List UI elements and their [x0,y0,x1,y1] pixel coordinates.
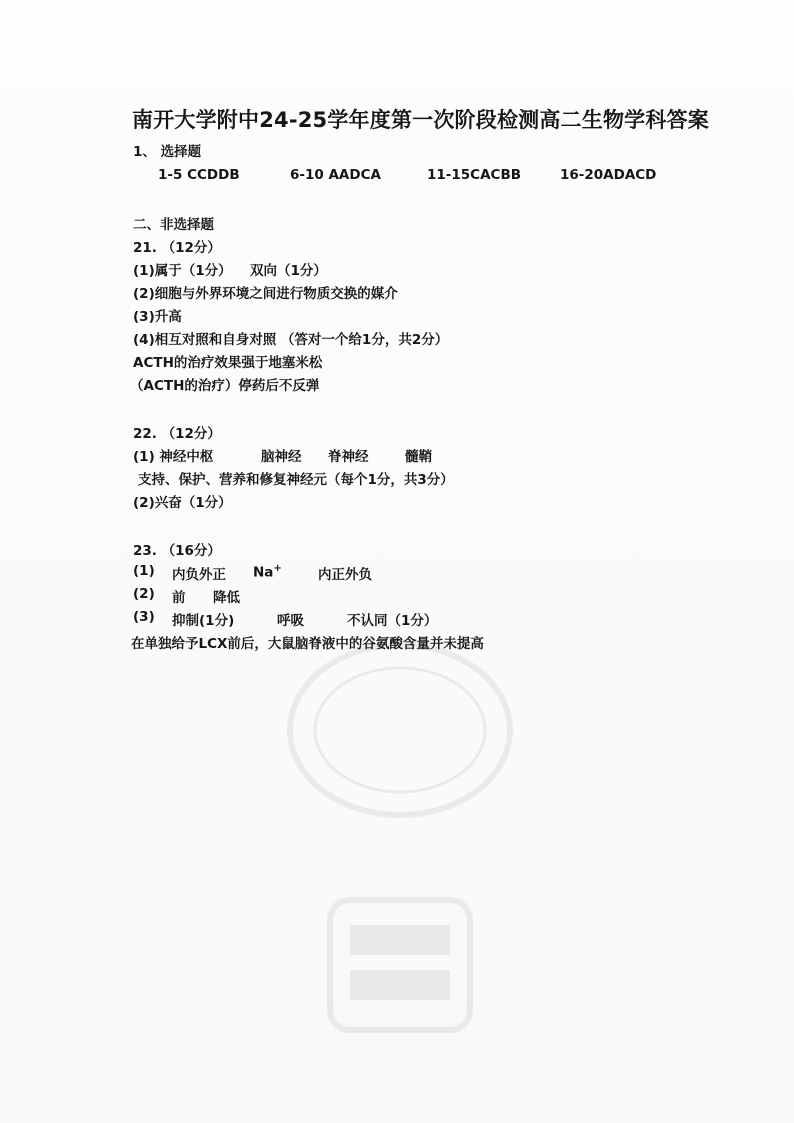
mc-answers-6-10: 6-10 AADCA [290,167,381,183]
page-title: 南开大学附中24-25学年度第一次阶段检测高二生物学科答案 [132,108,709,132]
q21-answer-1: (1)属于（1分） [133,263,232,279]
q22-answer-1: (1) 神经中枢 [133,449,214,465]
q23-answer-1a: 内负外正 [172,567,226,583]
q23-answer-3a: 抑制(1分) [172,613,235,629]
mc-answers-1-5: 1-5 CCDDB [158,167,240,183]
q23-answer-1b [253,563,282,581]
section2-heading: 二、非选择题 [133,217,214,233]
mc-answers-11-15: 11-15CACBB [427,167,522,183]
q23-answer-3c: 不认同（1分） [347,613,438,629]
q22-answer-1e: 支持、保护、营养和修复神经元（每个1分，共3分） [138,472,454,488]
q22-header: 22. （12分） [133,426,221,442]
q23-answer-2a: 前 [172,590,186,606]
sodium-ion-charge: + [273,563,282,574]
school-seal-watermark [275,640,525,1060]
q23-header: 23. （16分） [133,543,221,559]
q21-answer-1b: 双向（1分） [250,263,327,279]
q22-answer-2: (2)兴奋（1分） [133,495,232,511]
section1-heading: 1、 选择题 [133,144,202,160]
sodium-ion-text: Na [253,564,274,581]
q22-answer-1b: 脑神经 [261,449,302,465]
q23-answer-3-num: (3) [133,609,155,625]
q21-answer-4b: ACTH的治疗效果强于地塞米松 [133,355,323,371]
q23-answer-1-num: (1) [133,563,155,579]
q23-answer-2-num: (2) [133,586,155,602]
q21-header: 21. （12分） [133,240,221,256]
q23-answer-1c: 内正外负 [318,567,372,583]
q22-answer-1c: 脊神经 [328,449,369,465]
q21-answer-4c: （ACTH的治疗）停药后不反弹 [130,378,320,394]
q21-answer-3: (3)升高 [133,309,182,325]
q23-answer-3d: 在单独给予LCX前后，大鼠脑脊液中的谷氨酸含量并未提高 [131,636,484,652]
q22-answer-1d: 髓鞘 [405,449,432,465]
q21-answer-2: (2)细胞与外界环境之间进行物质交换的媒介 [133,286,398,302]
q23-answer-3b: 呼吸 [277,613,304,629]
q23-answer-2b: 降低 [213,590,240,606]
q21-answer-4: (4)相互对照和自身对照 （答对一个给1分，共2分） [133,332,449,348]
mc-answers-16-20: 16-20ADACD [560,167,657,183]
